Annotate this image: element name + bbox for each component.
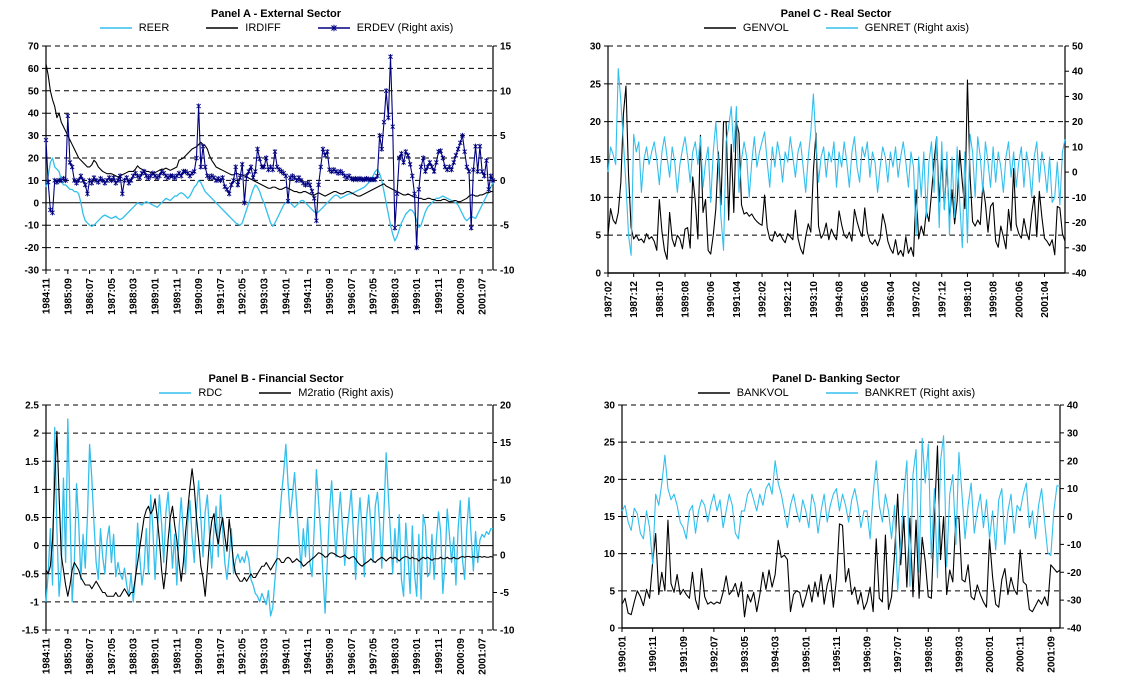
svg-text:5: 5	[609, 586, 615, 598]
svg-text:1989:01: 1989:01	[150, 638, 162, 675]
legend-label: IRDIFF	[245, 22, 281, 34]
svg-text:1993:10: 1993:10	[808, 281, 820, 318]
svg-text:1992:02: 1992:02	[757, 281, 769, 318]
svg-text:1995:09: 1995:09	[324, 638, 336, 675]
legend-label: RDC	[198, 387, 223, 399]
legend-label: GENVOL	[742, 22, 789, 34]
panel-d-banking-sector	[560, 342, 1120, 685]
svg-text:1992:05: 1992:05	[237, 638, 249, 675]
svg-text:1999:08: 1999:08	[988, 281, 1000, 318]
svg-text:2001:07: 2001:07	[477, 277, 489, 315]
svg-text:1991:07: 1991:07	[215, 278, 227, 315]
svg-text:30: 30	[27, 131, 39, 143]
svg-text:0: 0	[609, 623, 615, 635]
svg-text:1993:03: 1993:03	[259, 278, 271, 315]
svg-text:1994:11: 1994:11	[303, 638, 315, 675]
svg-text:1994:01: 1994:01	[281, 278, 293, 315]
svg-text:20: 20	[27, 153, 39, 165]
svg-text:30: 30	[1072, 91, 1084, 103]
svg-text:1998:03: 1998:03	[390, 278, 402, 315]
svg-text:1984:11: 1984:11	[41, 638, 53, 675]
svg-text:0: 0	[33, 541, 39, 553]
svg-text:1996:09: 1996:09	[862, 636, 874, 673]
svg-text:1996:07: 1996:07	[346, 278, 358, 315]
panel-b-financial-sector	[0, 342, 560, 685]
svg-text:2000:09: 2000:09	[455, 638, 467, 675]
legend-label: REER	[138, 22, 170, 34]
svg-text:1.5: 1.5	[25, 456, 39, 468]
svg-text:5: 5	[500, 131, 506, 143]
svg-text:1994:01: 1994:01	[281, 638, 293, 675]
svg-text:1999:11: 1999:11	[433, 278, 445, 315]
svg-text:1997:07: 1997:07	[893, 636, 905, 673]
svg-text:-20: -20	[1067, 567, 1082, 579]
svg-text:1987:02: 1987:02	[603, 281, 615, 318]
svg-text:1999:01: 1999:01	[412, 278, 424, 315]
svg-text:1989:01: 1989:01	[150, 278, 162, 315]
svg-text:1998:10: 1998:10	[962, 281, 974, 318]
plot-area	[0, 342, 560, 685]
svg-text:1995:09: 1995:09	[324, 278, 336, 315]
svg-text:1986:07: 1986:07	[85, 638, 97, 675]
svg-text:1992:05: 1992:05	[237, 278, 249, 315]
legend-label: ERDEV (Right axis)	[356, 22, 454, 34]
svg-text:20: 20	[1072, 117, 1084, 129]
panel-title: Panel B - Financial Sector	[208, 373, 344, 385]
svg-text:2.5: 2.5	[25, 400, 39, 412]
svg-text:2000:09: 2000:09	[455, 278, 467, 315]
svg-text:-10: -10	[500, 265, 515, 277]
svg-text:10: 10	[589, 192, 601, 204]
svg-text:-20: -20	[24, 243, 39, 255]
svg-text:1991:09: 1991:09	[678, 636, 690, 673]
svg-text:0: 0	[500, 175, 506, 187]
svg-text:50: 50	[27, 86, 39, 98]
svg-text:0: 0	[595, 268, 601, 280]
svg-text:1996:07: 1996:07	[346, 638, 358, 675]
svg-text:-30: -30	[1067, 595, 1082, 607]
svg-text:1989:08: 1989:08	[680, 281, 692, 318]
svg-text:1997:05: 1997:05	[368, 278, 380, 315]
svg-text:-10: -10	[1067, 539, 1082, 551]
svg-text:5: 5	[595, 230, 601, 242]
svg-text:1987:05: 1987:05	[106, 638, 118, 675]
svg-text:20: 20	[603, 474, 615, 486]
svg-text:1987:05: 1987:05	[106, 278, 118, 315]
svg-text:-1.5: -1.5	[21, 625, 39, 637]
svg-text:0: 0	[33, 198, 39, 210]
svg-text:-30: -30	[24, 265, 39, 277]
svg-text:1998:03: 1998:03	[390, 638, 402, 675]
svg-text:30: 30	[589, 41, 601, 53]
svg-text:-40: -40	[1067, 623, 1082, 635]
svg-text:15: 15	[603, 512, 615, 523]
svg-text:1996:04: 1996:04	[885, 281, 897, 318]
svg-text:20: 20	[500, 400, 512, 412]
svg-text:60: 60	[27, 63, 39, 75]
svg-text:15: 15	[500, 41, 512, 53]
svg-text:1988:10: 1988:10	[654, 281, 666, 318]
svg-text:1997:12: 1997:12	[937, 281, 949, 318]
svg-text:0.5: 0.5	[25, 513, 39, 524]
svg-text:20: 20	[589, 117, 601, 129]
svg-text:1985:09: 1985:09	[63, 638, 75, 675]
svg-text:70: 70	[27, 41, 39, 53]
svg-text:5: 5	[500, 513, 506, 524]
panel-c-real-sector	[560, 0, 1120, 343]
svg-text:25: 25	[589, 79, 601, 91]
panel-title: Panel A - External Sector	[210, 8, 341, 20]
svg-text:1991:04: 1991:04	[731, 281, 743, 318]
svg-text:-30: -30	[1072, 243, 1087, 255]
svg-text:0: 0	[1072, 167, 1078, 179]
svg-text:1994:08: 1994:08	[834, 281, 846, 318]
svg-text:1986:07: 1986:07	[85, 278, 97, 315]
svg-text:2000:06: 2000:06	[1014, 281, 1026, 318]
svg-text:1985:09: 1985:09	[63, 278, 75, 315]
svg-text:1999:01: 1999:01	[412, 638, 424, 675]
svg-text:1990:11: 1990:11	[648, 636, 660, 673]
svg-text:20: 20	[1067, 456, 1079, 468]
svg-text:1995:06: 1995:06	[860, 281, 872, 318]
svg-text:1988:03: 1988:03	[128, 638, 140, 675]
svg-text:25: 25	[603, 437, 615, 449]
svg-text:0: 0	[500, 550, 506, 562]
svg-text:-40: -40	[1072, 268, 1087, 280]
svg-text:1: 1	[33, 484, 39, 496]
svg-text:40: 40	[27, 108, 39, 120]
svg-text:2001:04: 2001:04	[1039, 281, 1051, 318]
svg-text:0: 0	[1067, 512, 1073, 523]
svg-text:10: 10	[603, 549, 615, 561]
panel-a-external-sector	[0, 0, 560, 343]
svg-text:2001:07: 2001:07	[477, 638, 489, 675]
svg-text:-10: -10	[1072, 192, 1087, 204]
plot-area	[560, 342, 1120, 685]
svg-text:1991:07: 1991:07	[215, 638, 227, 675]
svg-text:2000:11: 2000:11	[1015, 636, 1027, 673]
legend-label: BANKRET (Right axis)	[864, 387, 976, 399]
svg-text:1990:01: 1990:01	[617, 636, 629, 673]
svg-text:1990:06: 1990:06	[706, 281, 718, 318]
svg-text:-1: -1	[30, 597, 39, 609]
svg-text:30: 30	[603, 400, 615, 412]
legend-label: GENRET (Right axis)	[864, 22, 970, 34]
svg-text:10: 10	[500, 86, 512, 98]
svg-text:40: 40	[1072, 66, 1084, 78]
svg-text:1987:12: 1987:12	[629, 281, 641, 318]
svg-text:1994:11: 1994:11	[303, 278, 315, 315]
svg-text:1993:05: 1993:05	[740, 636, 752, 673]
svg-text:1990:09: 1990:09	[194, 638, 206, 675]
svg-text:10: 10	[1072, 142, 1084, 154]
svg-text:-10: -10	[500, 625, 515, 637]
svg-text:1992:07: 1992:07	[709, 636, 721, 673]
svg-text:2000:01: 2000:01	[985, 636, 997, 673]
svg-text:50: 50	[1072, 41, 1084, 53]
legend-label: BANKVOL	[736, 387, 789, 399]
svg-text:15: 15	[589, 155, 601, 166]
panel-title: Panel C - Real Sector	[780, 8, 892, 20]
svg-text:1997:05: 1997:05	[368, 638, 380, 675]
panel-title: Panel D- Banking Sector	[772, 373, 900, 385]
svg-text:1995:01: 1995:01	[801, 636, 813, 673]
svg-text:2: 2	[33, 428, 39, 440]
svg-text:1999:03: 1999:03	[954, 636, 966, 673]
svg-text:-20: -20	[1072, 218, 1087, 230]
svg-text:1997:02: 1997:02	[911, 281, 923, 318]
plot-area	[560, 0, 1120, 343]
svg-text:1989:11: 1989:11	[172, 278, 184, 315]
svg-text:1988:03: 1988:03	[128, 278, 140, 315]
svg-text:1993:03: 1993:03	[259, 638, 271, 675]
svg-text:1990:09: 1990:09	[194, 278, 206, 315]
legend-label: M2ratio (Right axis)	[298, 387, 394, 399]
svg-text:1995:11: 1995:11	[831, 636, 843, 673]
svg-text:1989:11: 1989:11	[172, 638, 184, 675]
svg-text:10: 10	[500, 475, 512, 487]
svg-text:1998:05: 1998:05	[923, 636, 935, 673]
svg-text:10: 10	[27, 175, 39, 187]
svg-text:1992:12: 1992:12	[783, 281, 795, 318]
svg-text:2001:09: 2001:09	[1046, 636, 1058, 673]
svg-text:-5: -5	[500, 220, 509, 232]
svg-text:30: 30	[1067, 428, 1079, 440]
svg-text:1984:11: 1984:11	[41, 278, 53, 315]
svg-text:-5: -5	[500, 588, 509, 599]
plot-area	[0, 0, 560, 343]
svg-text:1999:11: 1999:11	[433, 638, 445, 675]
svg-text:40: 40	[1067, 400, 1079, 412]
svg-text:-10: -10	[24, 220, 39, 232]
svg-text:10: 10	[1067, 484, 1079, 496]
svg-text:1994:03: 1994:03	[770, 636, 782, 673]
svg-text:15: 15	[500, 438, 512, 449]
svg-text:-0.5: -0.5	[21, 569, 39, 581]
